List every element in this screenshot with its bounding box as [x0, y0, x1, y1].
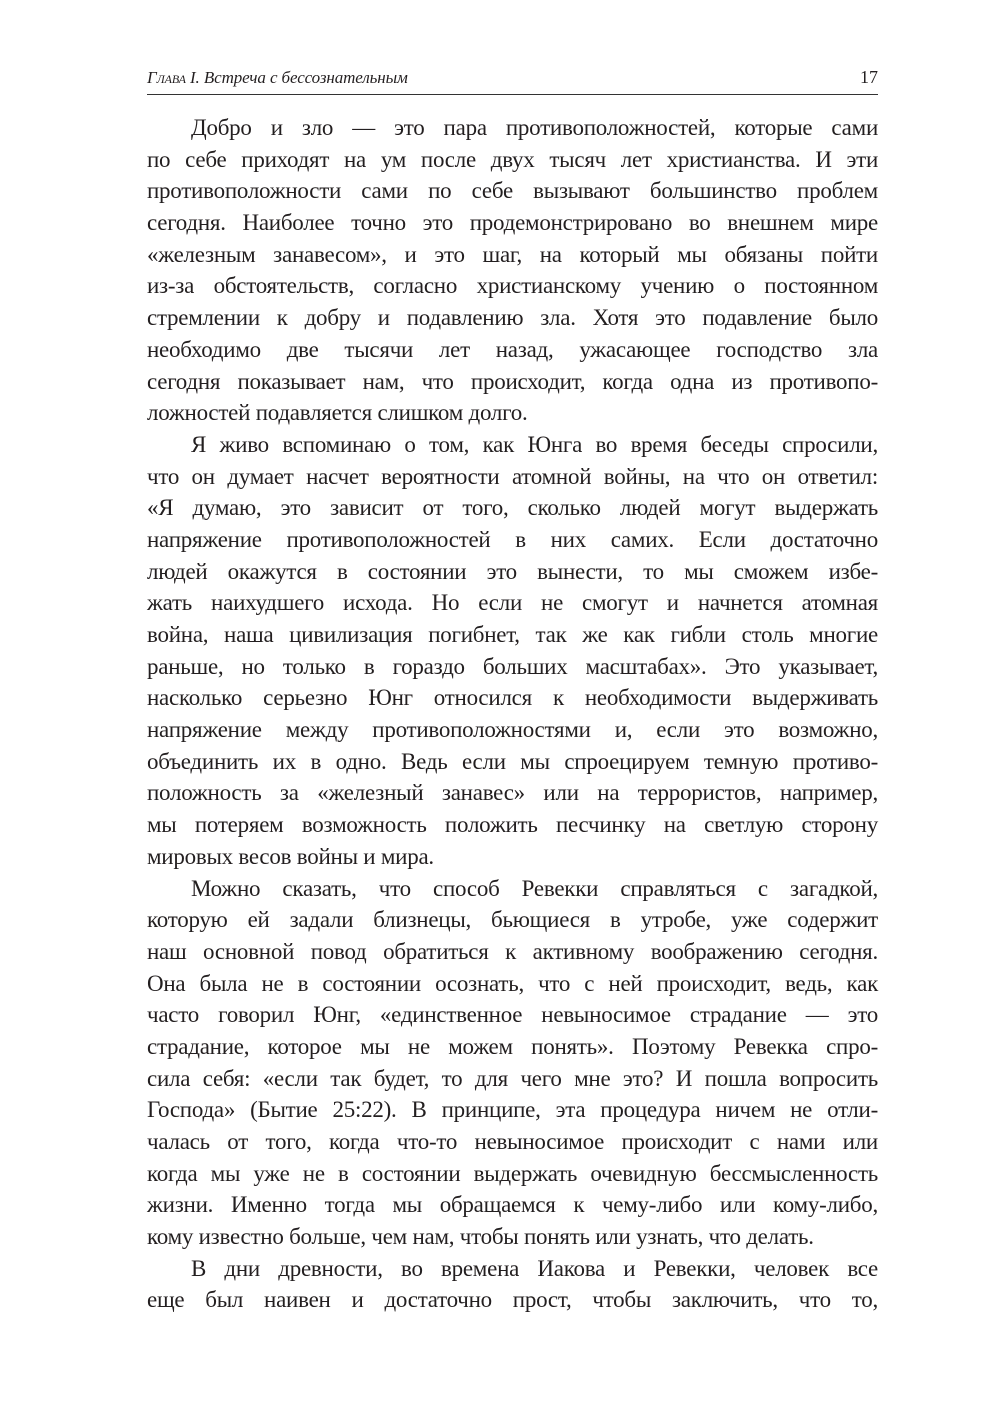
text-line: мы потеряем возможность положить песчинку на светлую сторону: [147, 812, 878, 838]
text-line: по себе приходят на ум после двух тысяч лет христианства. И эти: [147, 146, 878, 172]
paragraph: [147, 112, 878, 429]
text-line: сегодня. Наиболее точно это продемонстрировано во внешнем мире: [147, 210, 878, 236]
text-line: страдание, которое мы не можем понять». Поэтому Ревекка спро-: [147, 1033, 878, 1059]
text-line: объединить их в одно. Ведь если мы спроецируем темную противо-: [147, 748, 878, 774]
text-line: Господа» (Бытие 25:22). В принципе, эта процедура ничем не отли-: [147, 1097, 878, 1123]
text-line: часто говорил Юнг, «единственное невыносимое страдание — это: [147, 1002, 878, 1028]
text-line: которую ей задали близнецы, бьющиеся в утробе, уже содержит: [147, 907, 878, 933]
text-line: Добро и зло — это пара противоположностей, которые сами: [191, 115, 878, 140]
text-line: напряжение противоположностей в них самих. Если достаточно: [147, 526, 878, 552]
text-line: из-за обстоятельств, согласно христианскому учению о постоянном: [147, 273, 878, 299]
text-line: что он думает насчет вероятности атомной войны, на что он ответил:: [147, 463, 878, 489]
text-line: жать наихудшего исхода. Но если не смогут и начнется атомная: [147, 590, 878, 616]
chapter-title: Встреча с бессознательным: [203, 68, 408, 87]
text-line: «Я думаю, это зависит от того, сколько людей могут выдержать: [147, 495, 878, 521]
paragraph: [147, 873, 878, 1253]
text-line: еще был наивен и достаточно прост, чтобы заключить, что то,: [147, 1287, 878, 1313]
text-line: жизни. Именно тогда мы обращаемся к чему-либо или кому-либо,: [147, 1192, 878, 1218]
text-line: ложностей подавляется слишком долго.: [147, 400, 528, 426]
text-line: Можно сказать, что способ Ревекки справляться с загадкой,: [191, 875, 878, 901]
text-line: кому известно больше, чем нам, чтобы понять или узнать, что делать.: [147, 1224, 814, 1250]
text-line: сегодня показывает нам, что происходит, когда одна из противопо-: [147, 368, 878, 394]
text-line: сила себя: «если так будет, то для чего мне это? И пошла вопросить: [147, 1065, 878, 1091]
text-line: В дни древности, во времена Иакова и Ревекки, человек все: [191, 1255, 878, 1281]
text-line: Я живо вспоминаю о том, как Юнга во время беседы спросили,: [191, 431, 878, 457]
text-line: наш основной повод обратиться к активному воображению сегодня.: [147, 938, 878, 964]
text-line: чалась от того, когда что-то невыносимое происходит с нами или: [147, 1129, 878, 1154]
text-line: когда мы уже не в состоянии выдержать очевидную бессмысленность: [147, 1160, 878, 1186]
running-title: [147, 68, 408, 88]
text-line: мировых весов войны и мира.: [147, 843, 434, 869]
paragraph: [147, 429, 878, 873]
text-line: «железным занавесом», и это шаг, на который мы обязаны пойти: [147, 241, 878, 267]
body-text: [147, 112, 878, 1316]
text-line: раньше, но только в гораздо больших масштабах». Это указывает,: [147, 653, 878, 679]
text-line: противоположности сами по себе вызывают большинство проблем: [147, 178, 878, 204]
text-line: Она была не в состоянии осознать, что с ней происходит, ведь, как: [147, 970, 878, 996]
text-line: положность за «железный занавес» или на террористов, например,: [147, 780, 878, 806]
text-line: напряжение между противоположностями и, если это возможно,: [147, 717, 878, 743]
text-line: насколько серьезно Юнг относился к необходимости выдерживать: [147, 685, 878, 711]
text-line: необходимо две тысячи лет назад, ужасающее господство зла: [147, 336, 878, 362]
page-number: 17: [860, 67, 878, 87]
text-line: людей окажутся в состоянии это вынести, то мы сможем избе-: [147, 558, 878, 584]
text-line: стремлении к добру и подавлению зла. Хотя это подавление было: [147, 305, 878, 331]
running-header: [147, 64, 878, 95]
chapter-label: Глава I.: [147, 68, 200, 87]
paragraph: [147, 1253, 878, 1316]
text-line: война, наша цивилизация погибнет, так же как гибли столь многие: [147, 622, 878, 647]
